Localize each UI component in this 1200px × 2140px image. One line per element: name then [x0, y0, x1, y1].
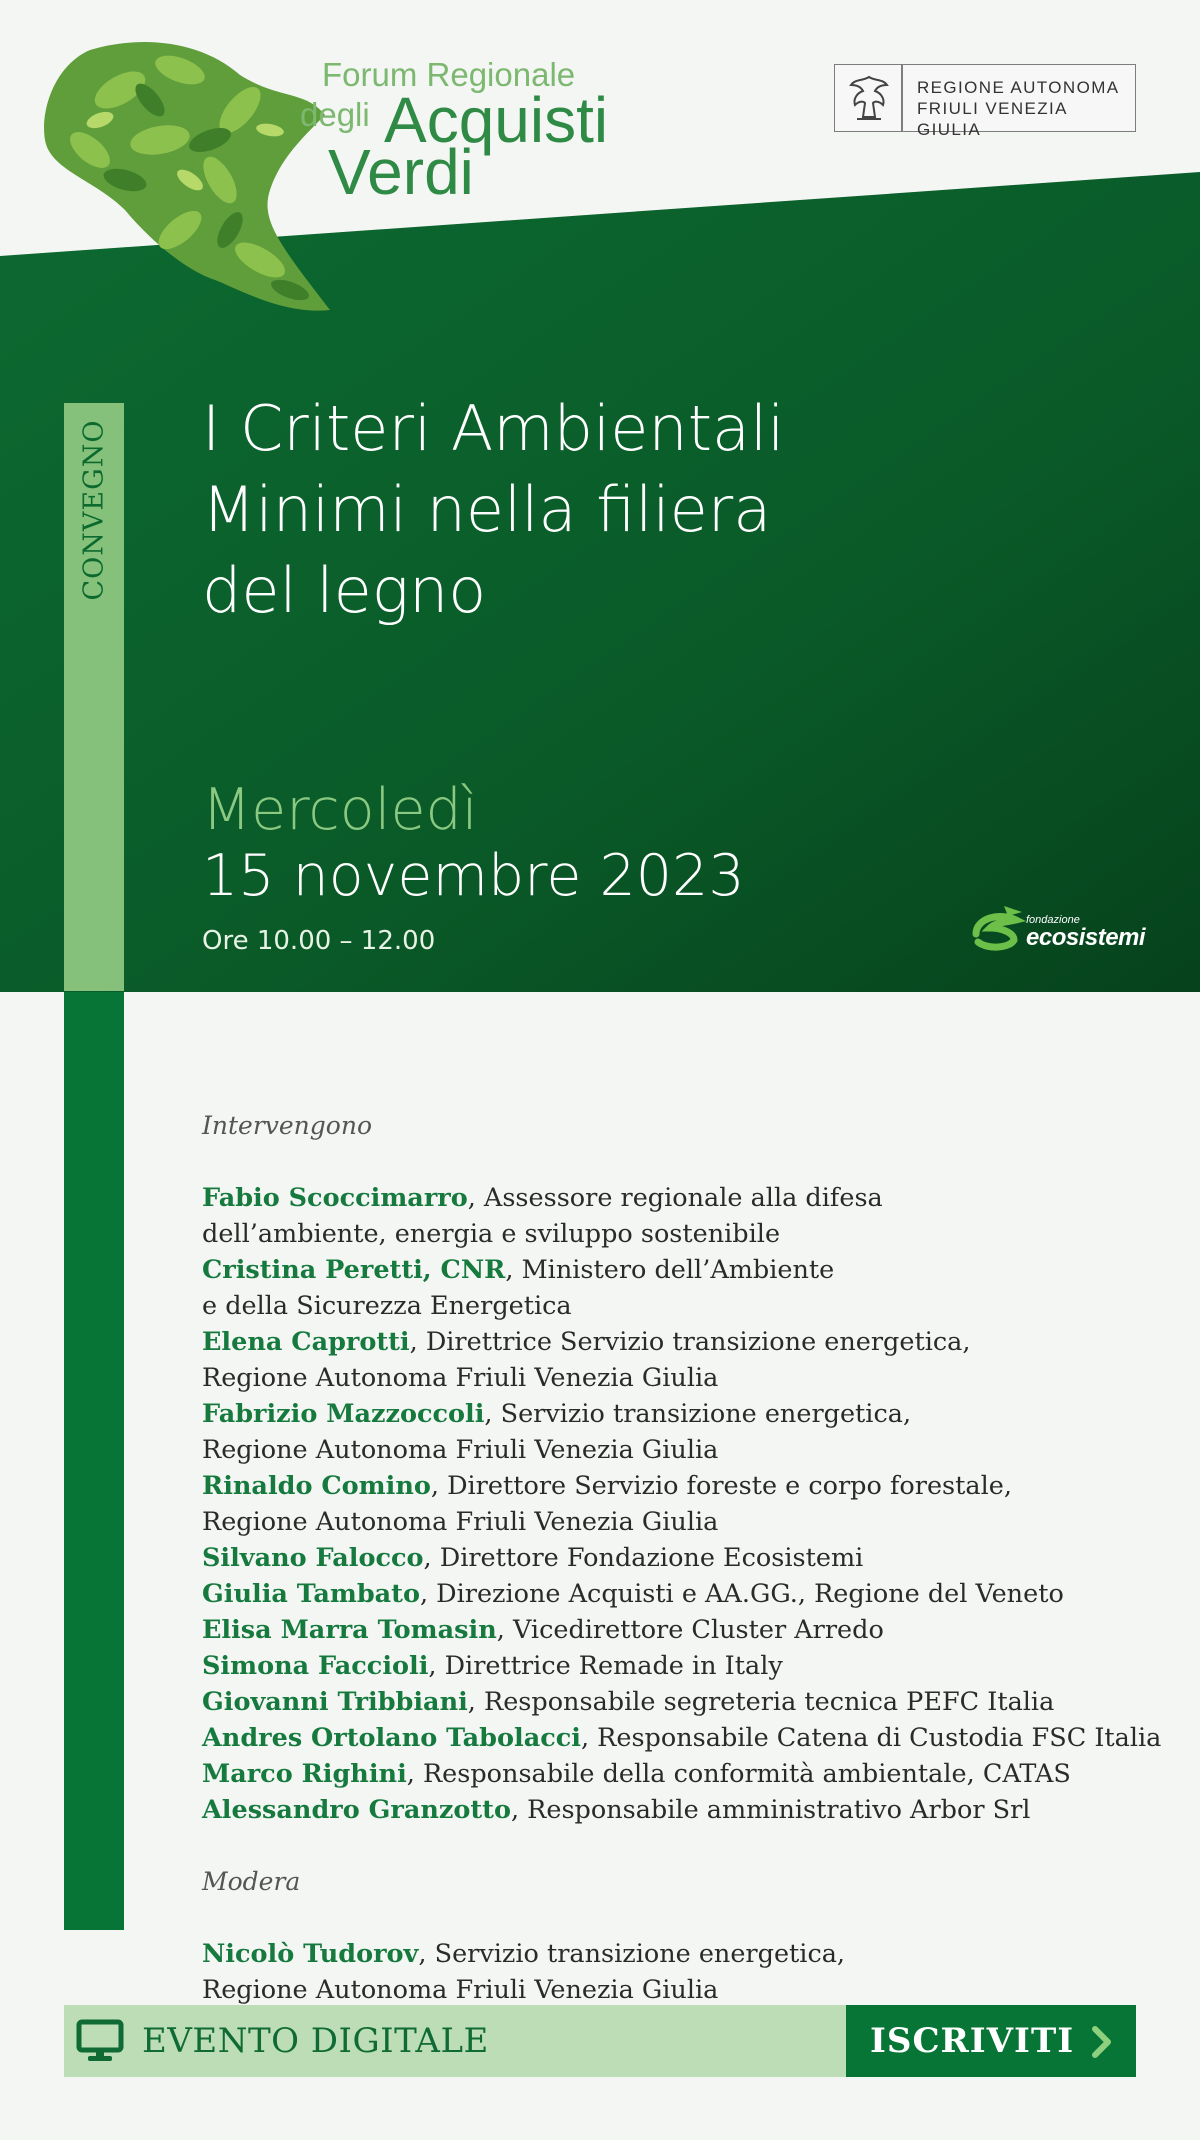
speaker-role: , Responsabile della conformità ambientale, CATAS	[406, 1759, 1071, 1789]
moderator-entry	[202, 1936, 1162, 2008]
event-type-text: CONVEGNO	[78, 419, 110, 601]
speaker-entry	[202, 1612, 1162, 1648]
forum-title-verdi: Verdi	[328, 136, 474, 208]
monitor-icon	[76, 2019, 124, 2063]
speaker-entry	[202, 1648, 1162, 1684]
speaker-role: , Ministero dell’Ambiente	[505, 1255, 835, 1285]
event-weekday: Mercoledì	[202, 777, 478, 843]
eagle-icon	[845, 71, 893, 125]
accent-bar-dark	[64, 992, 124, 1930]
speaker-name: Giovanni Tribbiani	[202, 1687, 468, 1717]
speaker-name: Marco Righini	[202, 1759, 407, 1789]
region-logo-box	[834, 64, 1136, 139]
fondazione-ecosistemi-logo	[970, 896, 1146, 958]
speaker-name: Fabrizio Mazzoccoli	[202, 1399, 485, 1429]
speaker-entry	[202, 1324, 1162, 1396]
speaker-entry	[202, 1180, 1162, 1252]
speaker-entry	[202, 1252, 1162, 1324]
speaker-role-line2: e della Sicurezza Energetica	[202, 1291, 572, 1321]
event-type-label	[66, 420, 122, 600]
speaker-entry	[202, 1468, 1162, 1540]
speaker-name: Andres Ortolano Tabolacci	[202, 1723, 581, 1753]
program-section	[202, 1108, 1162, 2008]
speaker-name: Simona Faccioli	[202, 1651, 429, 1681]
forum-title-degli: degli	[300, 96, 370, 133]
speaker-role: , Servizio transizione energetica,	[484, 1399, 912, 1429]
event-date: 15 novembre 2023	[202, 843, 745, 909]
speaker-name: Fabio Scoccimarro	[202, 1183, 468, 1213]
region-divider	[901, 65, 903, 131]
moderator-role-line2: Regione Autonoma Friuli Venezia Giulia	[202, 1975, 719, 2005]
speaker-entry	[202, 1396, 1162, 1468]
region-line2: FRIULI VENEZIA GIULIA	[917, 99, 1067, 139]
title-line-2: Minimi nella filiera	[202, 473, 772, 546]
leaf-region-logo	[30, 30, 350, 330]
speaker-entry	[202, 1720, 1162, 1756]
speaker-role: , Direttrice Remade in Italy	[428, 1651, 783, 1681]
speaker-role: , Assessore regionale alla difesa	[467, 1183, 883, 1213]
speaker-role: , Responsabile segreteria tecnica PEFC Italia	[467, 1687, 1055, 1717]
speaker-name: Silvano Falocco	[202, 1543, 424, 1573]
digital-event-label: EVENTO DIGITALE	[142, 2021, 489, 2061]
register-button-label: ISCRIVITI	[870, 2021, 1075, 2061]
speaker-role: , Direttore Servizio foreste e corpo forestale,	[430, 1471, 1012, 1501]
speakers-label: Intervengono	[202, 1111, 372, 1140]
partner-small: fondazione	[1026, 914, 1080, 926]
speaker-entry	[202, 1540, 1162, 1576]
chevron-right-icon	[1090, 2025, 1114, 2059]
title-line-3: del legno	[202, 554, 487, 627]
speaker-entry	[202, 1756, 1162, 1792]
speaker-role: , Responsabile Catena di Custodia FSC Italia	[580, 1723, 1162, 1753]
region-name	[917, 77, 1135, 140]
speaker-role-line2: Regione Autonoma Friuli Venezia Giulia	[202, 1363, 719, 1393]
moderator-name: Nicolò Tudorov	[202, 1939, 419, 1969]
title-line-1: I Criteri Ambientali	[202, 392, 785, 465]
speaker-name: Giulia Tambato	[202, 1579, 420, 1609]
event-title	[202, 388, 902, 631]
speaker-name: Alessandro Granzotto	[202, 1795, 511, 1825]
speaker-role-line2: Regione Autonoma Friuli Venezia Giulia	[202, 1507, 719, 1537]
speaker-name: Elena Caprotti	[202, 1327, 410, 1357]
event-time: Ore 10.00 – 12.00	[202, 926, 436, 956]
digital-event-bar	[64, 2005, 1136, 2077]
speaker-role-line2: dell’ambiente, energia e sviluppo sostenibile	[202, 1219, 781, 1249]
speaker-role: , Responsabile amministrativo Arbor Srl	[510, 1795, 1031, 1825]
speaker-name: Cristina Peretti, CNR	[202, 1255, 506, 1285]
moderator-role: , Servizio transizione energetica,	[418, 1939, 846, 1969]
speaker-entry	[202, 1684, 1162, 1720]
speaker-entry	[202, 1576, 1162, 1612]
register-button[interactable]	[846, 2005, 1136, 2077]
speaker-role: , Direttore Fondazione Ecosistemi	[423, 1543, 864, 1573]
speaker-role: , Direttrice Servizio transizione energetica,	[409, 1327, 971, 1357]
moderator-label: Modera	[202, 1867, 301, 1896]
speaker-name: Rinaldo Comino	[202, 1471, 431, 1501]
forum-title-line1: Forum Regionale	[322, 56, 576, 93]
speaker-role-line2: Regione Autonoma Friuli Venezia Giulia	[202, 1435, 719, 1465]
region-line1: REGIONE AUTONOMA	[917, 78, 1120, 97]
speaker-role: , Direzione Acquisti e AA.GG., Regione del Veneto	[419, 1579, 1064, 1609]
speaker-name: Elisa Marra Tomasin	[202, 1615, 497, 1645]
partner-name: ecosistemi	[1026, 924, 1146, 951]
ecosistemi-swirl-icon	[970, 900, 1032, 954]
speaker-list	[202, 1180, 1162, 1828]
forum-title-acquisti: Acquisti	[384, 84, 609, 156]
speaker-role: , Vicedirettore Cluster Arredo	[496, 1615, 884, 1645]
speaker-entry	[202, 1792, 1162, 1828]
